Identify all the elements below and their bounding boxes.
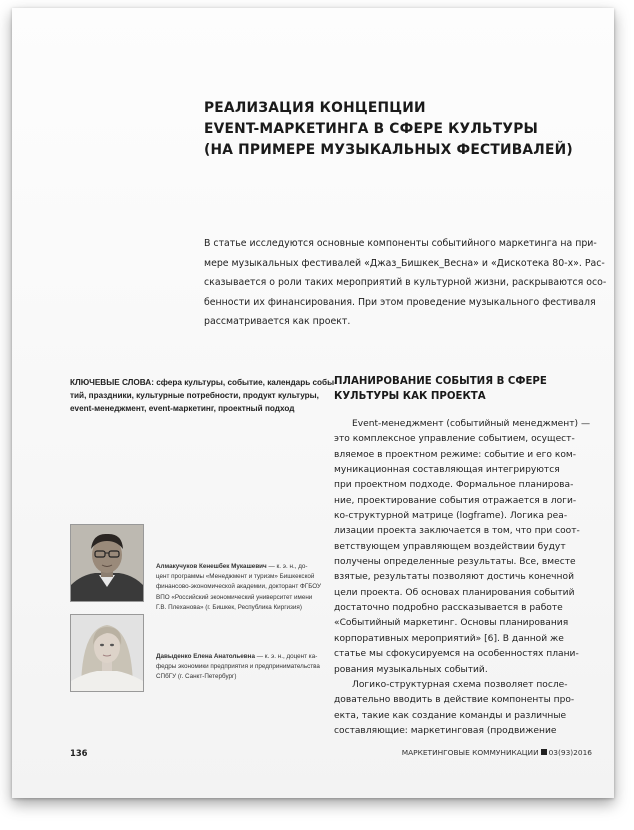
author-bio-line: федры экономики предприятия и предпринимательства (156, 663, 320, 671)
author-name: Давыденко Елена Анатольевна (156, 653, 255, 660)
keywords-line: event-менеджмент, event-маркетинг, проектный подход (70, 404, 295, 413)
author-bio-line: финансово-экономической академии, докторант ФГБОУ (156, 583, 322, 591)
title-line: (НА ПРИМЕРЕ МУЗЫКАЛЬНЫХ ФЕСТИВАЛЕЙ) (204, 142, 573, 158)
body-line: цели проекта. Об основах планирования событий (334, 587, 575, 598)
author-portrait-female-icon (71, 615, 143, 691)
section-heading-line: КУЛЬТУРЫ КАК ПРОЕКТА (334, 391, 486, 402)
body-line: при проектном подходе. Формальное планирова- (334, 480, 574, 491)
body-line: достаточно подробно рассказывается в работе (334, 603, 563, 614)
author-photo (70, 614, 144, 692)
journal-name: МАРКЕТИНГОВЫЕ КОММУНИКАЦИИ (401, 748, 539, 757)
title-line: РЕАЛИЗАЦИЯ КОНЦЕПЦИИ (204, 100, 426, 116)
section-heading (334, 374, 594, 404)
author-bio-first-line (156, 562, 324, 572)
author-bio-line: Г.В. Плеханова» (г. Бишкек, Республика Киргизия) (156, 603, 302, 611)
body-line: вляемое в проектном режиме: событие и его ком- (334, 449, 577, 460)
keywords-first-line (70, 376, 337, 389)
journal-footer (402, 748, 592, 757)
body-line: довательно вводить в действие компоненты про- (334, 695, 575, 706)
body-line: ние, проектирование события отражается в логи- (334, 495, 577, 506)
abstract-line: бенности их финансирования. При этом проведение музыкального фестиваля (204, 296, 596, 308)
body-line: взятые, результаты позволяют достичь конечной (334, 572, 574, 583)
abstract-line: В статье исследуются основные компоненты событийного маркетинга на при- (204, 238, 597, 249)
page-number: 136 (70, 748, 88, 758)
keywords-label: КЛЮЧЕВЫЕ СЛОВА: (70, 378, 154, 387)
square-separator-icon (541, 749, 547, 755)
body-line: ко-структурной матрице (logframe). Логика реа- (334, 511, 568, 522)
author-bio-first-line (156, 652, 324, 662)
keywords-block (70, 376, 337, 415)
journal-issue: 03(93)2016 (548, 748, 592, 757)
body-line: екта, такие как создание команды и различные (334, 710, 567, 721)
article-title (204, 98, 594, 161)
body-line: это комплексное управление событием, осущест- (334, 434, 575, 445)
title-line: EVENT-МАРКЕТИНГА В СФЕРЕ КУЛЬТУРЫ (204, 121, 539, 137)
body-line: Логико-структурная схема позволяет после- (352, 679, 568, 690)
author-portrait-male-icon (71, 525, 143, 601)
abstract-line: рассматривается как проект. (204, 316, 351, 327)
section-body (334, 417, 594, 739)
section-heading-line: ПЛАНИРОВАНИЕ СОБЫТИЯ В СФЕРЕ (334, 376, 547, 387)
body-line: рования музыкальных событий. (334, 664, 488, 675)
author-bio-line: — к. э. н., до- (266, 563, 308, 570)
body-line: муникационная составляющая интегрируются (334, 465, 560, 476)
author-bio-line: ВПО «Российский экономический университет имени (156, 593, 313, 601)
keywords-line: тий, праздники, культурные потребности, продукт культуры, (70, 391, 319, 400)
author-bio-line: цент программы «Менеджмент и туризм» Бишкекской (156, 573, 315, 581)
author-bio-line: СПбГУ (г. Санкт-Петербург) (156, 673, 237, 681)
author-name: Алмакучуков Кенешбек Мукашевич (156, 563, 267, 570)
body-line: получены определенные результаты. Все, вместе (334, 557, 576, 568)
body-line: Event-менеджмент (событийный менеджмент) — (352, 419, 591, 429)
author-bio-line: — к. э. н., доцент ка- (254, 653, 318, 660)
article-abstract (204, 234, 607, 332)
keywords-line: сфера культуры, событие, календарь собы- (153, 378, 337, 387)
body-line: ветствующем управляющем воздействии будут (334, 541, 566, 552)
author-bio (156, 562, 324, 613)
body-line: составляющие: маркетинговая (продвижение (334, 725, 557, 736)
body-line: «Событийный маркетинг. Основы планирования (334, 618, 569, 629)
author-photo (70, 524, 144, 602)
body-line: корпоративных мероприятий» [6]. В данной же (334, 633, 564, 644)
abstract-line: сказывается о роли таких мероприятий в культурной жизни, раскрываются осо- (204, 277, 607, 288)
body-line: лизации проекта заключается в том, что при соот- (334, 526, 580, 537)
abstract-line: мере музыкальных фестивалей «Джаз_Бишкек_Весна» и «Дискотека 80-х». Рас- (204, 257, 605, 269)
author-bio (156, 652, 324, 683)
body-line: статье мы сфокусируемся на особенностях плани- (334, 649, 579, 660)
